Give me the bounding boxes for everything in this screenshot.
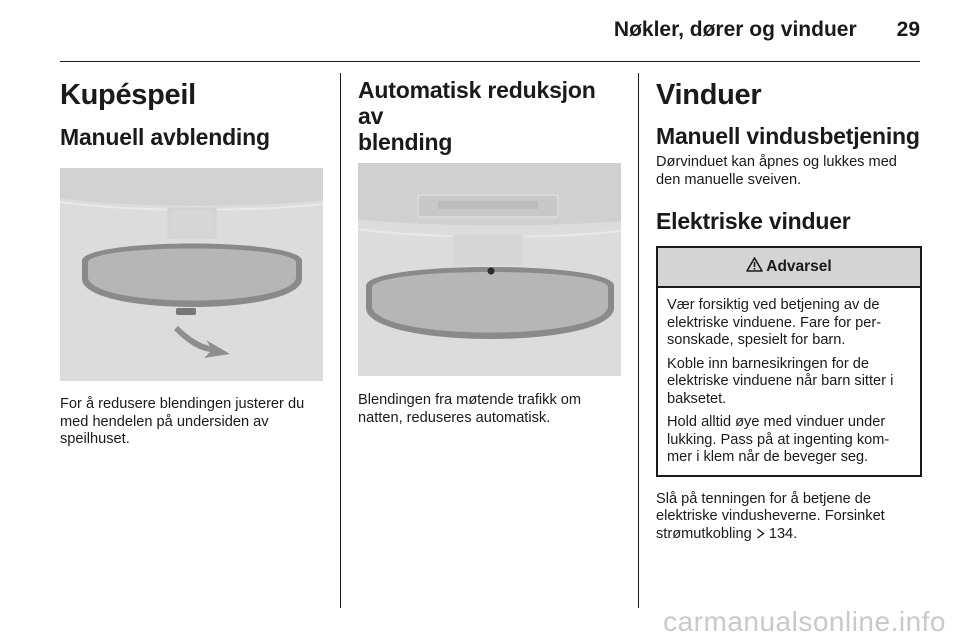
running-header <box>614 18 920 48</box>
column-auto-dimming <box>358 73 623 427</box>
subsection-title-manuell-vindusbetjening: Manuell vindusbetjening <box>656 123 920 149</box>
column-divider-2 <box>638 73 639 608</box>
manual-window-text: Dørvinduet kan åpnes og lukkes med den manuelle sveiven. <box>656 154 897 188</box>
warning-triangle-icon <box>746 257 763 277</box>
auto-dimming-text: Blendingen fra møtende trafikk om natten, reduseres automatisk. <box>358 392 582 426</box>
warning-paragraph-1: Vær forsiktig ved betjening av de elektriske vinduene. Fare for per- sonskade, spesielt for barn. <box>667 297 882 348</box>
mirror-lever-drawing <box>60 168 323 381</box>
section-title-vinduer: Vinduer <box>656 79 762 111</box>
column-windows <box>656 73 922 543</box>
page-number: 29 <box>896 18 920 41</box>
manual-dimming-mirror-illustration <box>60 168 323 381</box>
chapter-title: Nøkler, dører og vinduer <box>613 18 857 41</box>
column-divider-1 <box>340 73 341 608</box>
section-title-kupespeil: Kupéspeil <box>60 79 196 111</box>
electric-windows-sentence: Slå på tenningen for å betjene de elektriske vindusheverne. Forsinket strømutkobling <box>656 490 885 542</box>
auto-dimming-mirror-illustration <box>358 163 621 376</box>
warning-body <box>658 288 920 475</box>
header-rule <box>60 61 920 62</box>
warning-header <box>658 248 920 288</box>
cross-reference-arrow-icon <box>756 526 769 542</box>
manual-dimming-text: For å redusere blendingen justerer du med hendelen på undersiden av speilhuset. <box>60 396 305 447</box>
warning-box <box>656 246 922 477</box>
column-interior-mirror <box>60 73 325 449</box>
title-line-2: blending <box>358 129 453 155</box>
subsection-title-manuell-avblending: Manuell avblending <box>60 124 270 150</box>
warning-paragraph-3: Hold alltid øye med vinduer under lukking. Pass på at ingenting kom- mer i klem når de beveger seg. <box>667 414 890 465</box>
mirror-sensor-drawing <box>358 163 621 376</box>
watermark: carmanualsonline.info <box>663 606 946 637</box>
section-title-automatisk-reduksjon <box>358 77 623 155</box>
warning-paragraph-2: Koble inn barnesikringen for de elektriske vinduene når barn sitter i baksetet. <box>667 355 894 407</box>
electric-windows-text <box>656 491 922 544</box>
warning-title: Advarsel <box>766 258 832 275</box>
cross-reference-page[interactable]: 134. <box>768 525 798 542</box>
title-line-1: Automatisk reduksjon av <box>358 77 596 129</box>
subsection-title-elektriske-vinduer: Elektriske vinduer <box>656 208 851 234</box>
